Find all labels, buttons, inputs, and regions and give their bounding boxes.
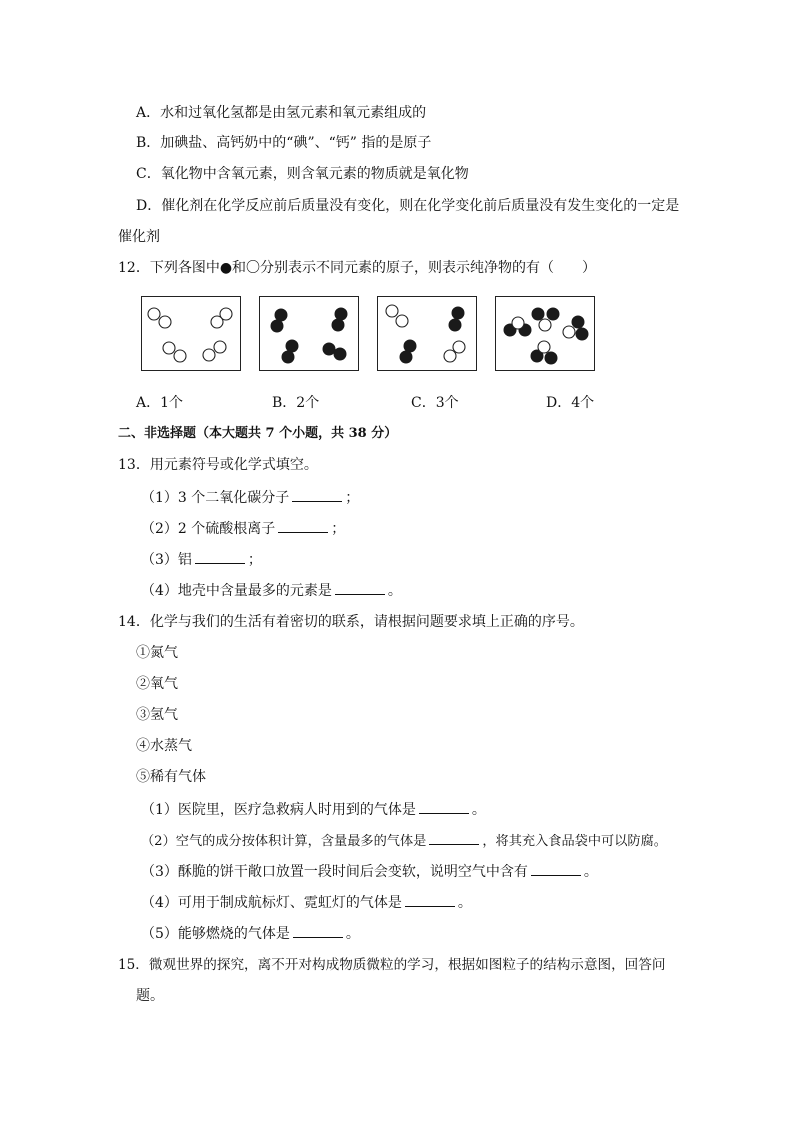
- q14-item-3-text: （3）酥脆的饼干敞口放置一段时间后会变软，说明空气中含有: [141, 864, 528, 880]
- q12-option-b: B．2个: [272, 395, 320, 411]
- answer-blank[interactable]: [419, 799, 469, 814]
- q14-choice-5: ⑤稀有气体: [136, 769, 206, 785]
- q14-item-2-tail: ，将其充入食品袋中可以防腐。: [482, 834, 667, 849]
- q14-item-1-tail: 。: [471, 802, 486, 818]
- q13-item-3: [141, 549, 262, 570]
- molecule-diagram-4: [495, 296, 595, 371]
- q14-choice-4: ④水蒸气: [136, 738, 192, 754]
- q12-option-c: C．3个: [411, 395, 459, 411]
- q14-item-1: [141, 799, 486, 820]
- q11-option-a: A．水和过氧化氢都是由氢元素和氧元素组成的: [136, 105, 427, 121]
- q14-item-4: [141, 892, 472, 913]
- q14-item-1-text: （1）医院里，医疗急救病人时用到的气体是: [141, 802, 416, 818]
- q14-choice-1: ①氮气: [136, 645, 178, 661]
- q13-item-2: [141, 518, 345, 539]
- figure-box-2: [259, 296, 359, 371]
- q14-item-3: [141, 861, 598, 882]
- figure-box-4: [495, 296, 595, 371]
- q12-option-d: D．4个: [546, 395, 595, 411]
- q12-option-a: A．1个: [136, 395, 184, 411]
- answer-blank[interactable]: [278, 518, 328, 533]
- q14-item-3-tail: 。: [583, 864, 598, 880]
- figure-box-3: [377, 296, 477, 371]
- answer-blank[interactable]: [335, 580, 385, 595]
- q14-item-2-text: （2）空气的成分按体积计算，含量最多的气体是: [141, 834, 427, 849]
- q15-stem-line2: 题。: [136, 988, 164, 1004]
- q14-item-5: [141, 923, 360, 944]
- answer-blank[interactable]: [292, 487, 342, 502]
- q13-item-1-text: （1）3 个二氧化碳分子: [141, 490, 290, 506]
- q14-item-4-text: （4）可用于制成航标灯、霓虹灯的气体是: [141, 895, 402, 911]
- q14-stem: 14．化学与我们的生活有着密切的联系，请根据问题要求填上正确的序号。: [118, 614, 584, 630]
- figure-box-1: [141, 296, 241, 371]
- q11-option-c: C．氧化物中含氧元素，则含氧元素的物质就是氧化物: [136, 166, 469, 182]
- q14-item-5-text: （5）能够燃烧的气体是: [141, 926, 290, 942]
- q11-option-d-line2: 催化剂: [118, 229, 160, 245]
- q13-item-4-text: （4）地壳中含量最多的元素是: [141, 583, 332, 599]
- q14-item-5-tail: 。: [345, 926, 360, 942]
- q11-option-b: B．加碘盐、高钙奶中的“碘”、“钙” 指的是原子: [136, 135, 432, 151]
- q13-item-1-tail: ；: [345, 490, 360, 506]
- molecule-diagram-1: [141, 296, 241, 371]
- answer-blank[interactable]: [429, 830, 479, 845]
- q13-item-1: [141, 487, 359, 508]
- section-heading: 二、非选择题（本大题共 7 个小题，共 38 分）: [118, 426, 398, 441]
- q14-item-2: [141, 830, 667, 852]
- answer-blank[interactable]: [531, 861, 581, 876]
- q14-choice-2: ②氧气: [136, 676, 178, 692]
- q13-item-2-tail: ；: [331, 521, 346, 537]
- q13-item-4-tail: 。: [387, 583, 402, 599]
- q12-figures: [141, 296, 601, 374]
- answer-blank[interactable]: [195, 549, 245, 564]
- answer-blank[interactable]: [405, 892, 455, 907]
- molecule-diagram-3: [377, 296, 477, 371]
- q13-item-3-text: （3）铝: [141, 552, 192, 568]
- q11-option-d-line1: D．催化剂在化学反应前后质量没有变化，则在化学变化前后质量没有发生变化的一定是: [136, 198, 680, 214]
- answer-blank[interactable]: [293, 923, 343, 938]
- q15-stem-line1: 15．微观世界的探究，离不开对构成物质微粒的学习，根据如图粒子的结构示意图，回答问: [118, 957, 666, 973]
- q12-stem: 12．下列各图中●和〇分别表示不同元素的原子，则表示纯净物的有（ ）: [118, 260, 597, 276]
- q14-item-4-tail: 。: [457, 895, 472, 911]
- q13-item-2-text: （2）2 个硫酸根离子: [141, 521, 276, 537]
- q13-stem: 13．用元素符号或化学式填空。: [118, 457, 318, 473]
- molecule-diagram-2: [259, 296, 359, 371]
- q13-item-4: [141, 580, 402, 601]
- q14-choice-3: ③氢气: [136, 707, 178, 723]
- q13-item-3-tail: ；: [247, 552, 262, 568]
